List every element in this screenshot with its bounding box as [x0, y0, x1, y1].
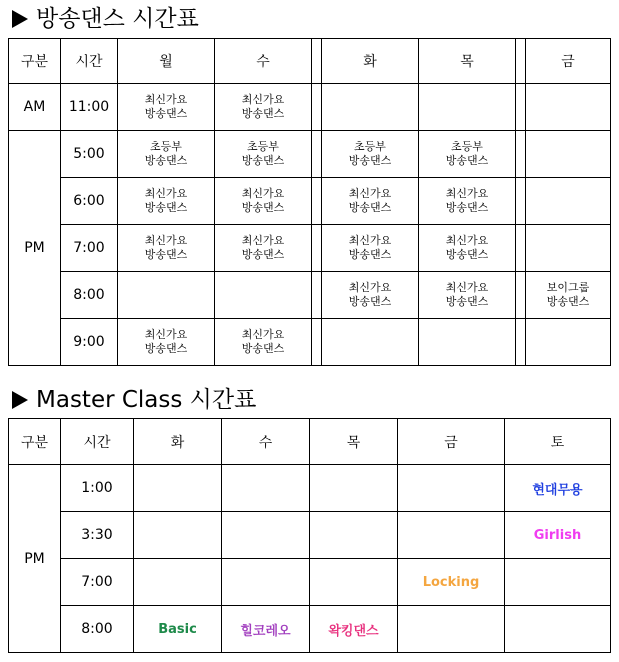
class-cell	[516, 225, 526, 272]
broadcast-dance-title: 방송댄스 시간표	[36, 6, 199, 32]
class-cell: 최신가요 방송댄스	[419, 272, 516, 319]
class-cell: Locking	[398, 559, 505, 606]
class-cell: Basic	[134, 606, 222, 653]
class-cell: 왁킹댄스	[310, 606, 398, 653]
class-cell	[526, 131, 611, 178]
triangle-bullet-icon	[12, 10, 28, 28]
class-cell	[322, 319, 419, 366]
triangle-bullet-icon	[12, 391, 28, 409]
class-cell	[516, 272, 526, 319]
class-cell: 최신가요 방송댄스	[215, 84, 312, 131]
class-cell: 최신가요 방송댄스	[322, 225, 419, 272]
class-cell: 현대무용	[505, 465, 611, 512]
master-class-heading	[12, 386, 256, 414]
header-cell: 시간	[61, 39, 118, 84]
class-cell	[516, 84, 526, 131]
class-cell	[516, 178, 526, 225]
time-cell: 1:00	[61, 465, 134, 512]
period-label: PM	[9, 131, 61, 366]
class-cell: 최신가요 방송댄스	[118, 178, 215, 225]
class-cell	[526, 225, 611, 272]
class-cell	[222, 512, 310, 559]
class-cell	[312, 84, 322, 131]
header-cell: 화	[134, 419, 222, 465]
time-cell: 11:00	[61, 84, 118, 131]
class-cell: 최신가요 방송댄스	[419, 225, 516, 272]
header-cell: 구분	[9, 419, 61, 465]
class-cell	[505, 559, 611, 606]
class-cell: 최신가요 방송댄스	[215, 319, 312, 366]
class-cell	[118, 272, 215, 319]
timetable-row	[9, 225, 611, 272]
class-cell: 최신가요 방송댄스	[215, 225, 312, 272]
header-cell: 금	[526, 39, 611, 84]
timetable-row	[9, 606, 611, 653]
timetable-row	[9, 131, 611, 178]
class-cell: 초등부 방송댄스	[322, 131, 419, 178]
class-cell	[310, 512, 398, 559]
class-cell	[312, 319, 322, 366]
class-cell: 최신가요 방송댄스	[215, 178, 312, 225]
header-cell: 월	[118, 39, 215, 84]
class-cell	[398, 512, 505, 559]
class-cell: 초등부 방송댄스	[118, 131, 215, 178]
header-cell: 화	[322, 39, 419, 84]
class-cell: 초등부 방송댄스	[215, 131, 312, 178]
header-cell: 구분	[9, 39, 61, 84]
timetable-row	[9, 319, 611, 366]
header-cell: 목	[419, 39, 516, 84]
class-cell	[526, 178, 611, 225]
class-cell	[134, 559, 222, 606]
broadcast-dance-heading	[12, 5, 199, 33]
class-cell: 최신가요 방송댄스	[118, 225, 215, 272]
class-cell	[526, 319, 611, 366]
class-cell	[222, 559, 310, 606]
time-cell: 7:00	[61, 559, 134, 606]
class-cell	[419, 319, 516, 366]
period-label: AM	[9, 84, 61, 131]
broadcast-dance-timetable	[8, 38, 611, 366]
time-cell: 6:00	[61, 178, 118, 225]
time-cell: 3:30	[61, 512, 134, 559]
class-cell: 힐코레오	[222, 606, 310, 653]
class-cell	[516, 131, 526, 178]
class-cell	[310, 465, 398, 512]
timetable-row	[9, 465, 611, 512]
class-cell	[526, 84, 611, 131]
class-cell: 최신가요 방송댄스	[322, 272, 419, 319]
class-cell: 최신가요 방송댄스	[322, 178, 419, 225]
time-cell: 5:00	[61, 131, 118, 178]
class-cell	[516, 319, 526, 366]
header-cell: 금	[398, 419, 505, 465]
header-cell: 목	[310, 419, 398, 465]
period-label: PM	[9, 465, 61, 653]
class-cell	[312, 225, 322, 272]
class-cell: Girlish	[505, 512, 611, 559]
header-cell: 토	[505, 419, 611, 465]
timetable-row	[9, 559, 611, 606]
master-class-title: Master Class 시간표	[36, 387, 257, 413]
header-cell: 시간	[61, 419, 134, 465]
class-cell	[505, 606, 611, 653]
timetable-row	[9, 512, 611, 559]
master-class-timetable	[8, 418, 611, 653]
class-cell: 최신가요 방송댄스	[419, 178, 516, 225]
class-cell	[134, 465, 222, 512]
class-cell	[419, 84, 516, 131]
class-cell	[310, 559, 398, 606]
class-cell	[312, 178, 322, 225]
class-cell: 최신가요 방송댄스	[118, 84, 215, 131]
header-cell	[516, 39, 526, 84]
class-cell: 초등부 방송댄스	[419, 131, 516, 178]
class-cell	[398, 465, 505, 512]
class-cell	[322, 84, 419, 131]
timetable-row	[9, 178, 611, 225]
time-cell: 8:00	[61, 606, 134, 653]
class-cell	[312, 272, 322, 319]
class-cell	[222, 465, 310, 512]
timetable-row	[9, 84, 611, 131]
header-cell: 수	[215, 39, 312, 84]
header-cell: 수	[222, 419, 310, 465]
class-cell	[215, 272, 312, 319]
time-cell: 7:00	[61, 225, 118, 272]
class-cell	[398, 606, 505, 653]
class-cell	[312, 131, 322, 178]
class-cell: 보이그룹 방송댄스	[526, 272, 611, 319]
time-cell: 9:00	[61, 319, 118, 366]
class-cell: 최신가요 방송댄스	[118, 319, 215, 366]
timetable-row	[9, 272, 611, 319]
time-cell: 8:00	[61, 272, 118, 319]
header-cell	[312, 39, 322, 84]
class-cell	[134, 512, 222, 559]
